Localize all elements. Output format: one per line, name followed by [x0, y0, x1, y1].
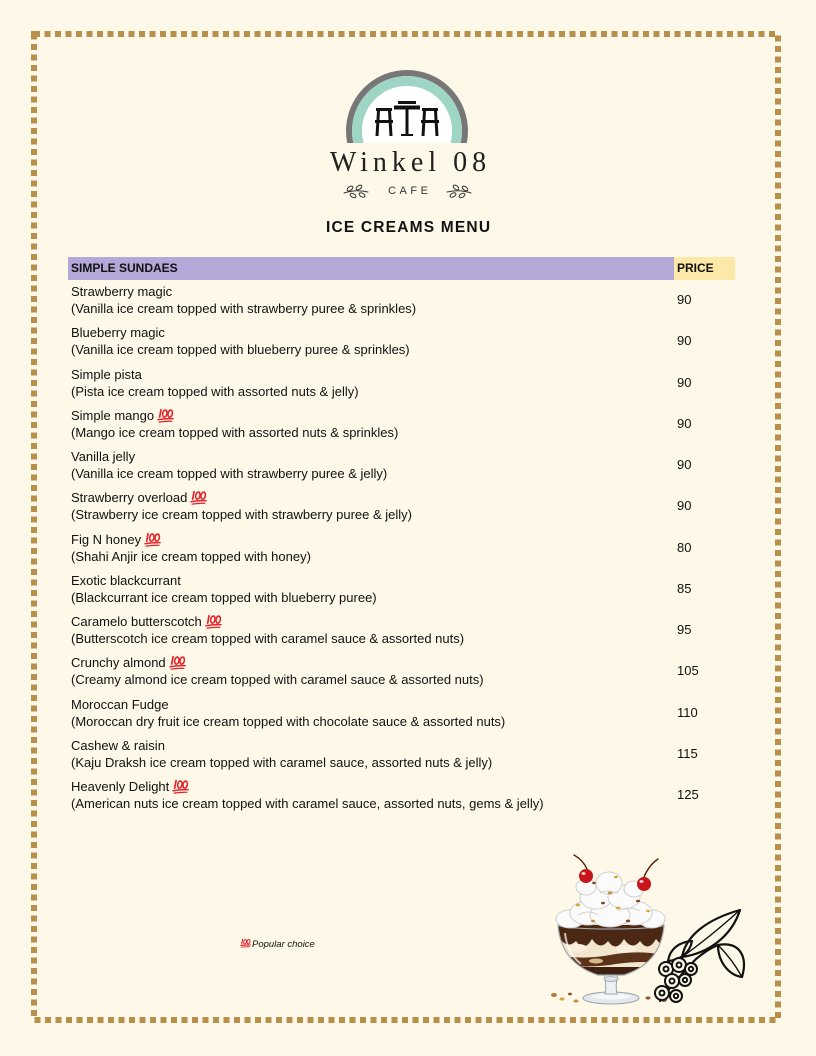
hundred-points-icon: [172, 779, 189, 794]
brand-name: Winkel 08: [329, 147, 492, 178]
menu-item-name-line: [71, 737, 165, 754]
menu-item-price: 90: [677, 333, 692, 349]
menu-item-name-line: [71, 448, 135, 465]
menu-item-price: 85: [677, 580, 692, 596]
menu-item-price: 110: [677, 704, 698, 720]
brand-tagline: CAFE: [388, 185, 432, 197]
menu-item-description: (Blackcurrant ice cream topped with blueberry puree): [71, 589, 377, 605]
menu-item-price: 90: [677, 292, 692, 307]
menu-item-row: [68, 778, 735, 812]
menu-item-description: (Pista ice cream topped with assorted nuts & jelly): [71, 383, 359, 399]
menu-item-name-line: [71, 572, 181, 589]
menu-item-name: Strawberry overload: [71, 490, 188, 506]
leaf-sprig-icon: [445, 182, 473, 200]
menu-item-row: [68, 366, 735, 400]
menu-item-row: [68, 531, 735, 565]
menu-item-price: 115: [677, 745, 698, 761]
menu-item-price: 95: [677, 622, 692, 637]
menu-item-description: (Strawberry ice cream topped with strawberry puree & jelly): [71, 507, 413, 523]
menu-item-row: [68, 696, 735, 730]
legend-text: Popular choice: [252, 939, 315, 950]
menu-item-name-line: [71, 654, 186, 671]
menu-item-name: Crunchy almond: [71, 655, 166, 671]
berries: [655, 958, 697, 1002]
menu-item-name-line: [71, 778, 189, 795]
menu-item-price: 90: [677, 457, 692, 472]
menu-item-row: [68, 613, 735, 647]
menu-item-row: [68, 489, 735, 523]
menu-item-description: (Vanilla ice cream topped with blueberry puree & sprinkles): [71, 342, 410, 358]
menu-item-name: Vanilla jelly: [71, 449, 136, 464]
hundred-points-icon: [190, 490, 207, 505]
hundred-points-icon: [240, 938, 251, 948]
menu-item-name: Caramelo butterscotch: [71, 614, 202, 629]
menu-item-name-line: [71, 324, 165, 341]
menu-item-description: (American nuts ice cream topped with caramel sauce, assorted nuts, gems & jelly): [71, 796, 544, 811]
menu-item-price: 90: [677, 415, 692, 431]
menu-item-row: [68, 448, 735, 482]
menu-item-name: Fig N honey: [71, 531, 142, 547]
menu-item-name: Moroccan Fudge: [71, 696, 169, 712]
cherry-icon: [637, 859, 658, 891]
berry-branch-icon: [648, 905, 748, 1007]
cherry-icon: [574, 855, 593, 883]
popular-legend: [240, 938, 315, 952]
menu-item-name-line: [71, 366, 142, 383]
menu-item-price: 80: [677, 539, 692, 555]
hundred-points-icon: [144, 532, 161, 547]
menu-item-name: Heavenly Delight: [71, 779, 170, 794]
menu-item-row: [68, 283, 735, 317]
menu-item-row: [68, 407, 735, 441]
menu-item-row: [68, 737, 735, 771]
menu-item-row: [68, 654, 735, 688]
menu-title: ICE CREAMS MENU: [325, 219, 492, 236]
menu-item-description: (Moroccan dry fruit ice cream topped with chocolate sauce & assorted nuts): [71, 713, 506, 729]
menu-item-name-line: [71, 407, 174, 424]
menu-item-name: Blueberry magic: [71, 325, 165, 341]
menu-item-name: Simple mango: [71, 407, 155, 423]
cafe-logo: [340, 64, 474, 144]
glass-base: [583, 973, 639, 1004]
menu-item-price: 125: [677, 787, 699, 802]
table-header: [68, 257, 735, 280]
menu-item-price: 90: [677, 374, 692, 390]
menu-item-price: 90: [677, 498, 692, 514]
section-header: SIMPLE SUNDAES: [68, 257, 674, 280]
menu-item-name-line: [71, 489, 207, 506]
hundred-points-icon: [169, 655, 186, 670]
menu-item-name-line: [71, 283, 172, 300]
hundred-points-icon: [157, 408, 174, 423]
menu-item-name-line: [71, 696, 169, 713]
menu-item-name-line: [71, 613, 222, 630]
menu-item-description: (Shahi Anjir ice cream topped with honey): [71, 548, 311, 564]
menu-item-name: Cashew & raisin: [71, 737, 165, 753]
menu-item-name: Strawberry magic: [71, 284, 173, 299]
hundred-points-icon: [205, 614, 222, 629]
menu-item-row: [68, 572, 735, 606]
menu-item-description: (Kaju Draksh ice cream topped with caramel sauce, assorted nuts & jelly): [71, 754, 493, 770]
menu-item-price: 105: [677, 663, 699, 679]
menu-item-description: (Creamy almond ice cream topped with caramel sauce & assorted nuts): [71, 672, 484, 688]
menu-item-description: (Butterscotch ice cream topped with caramel sauce & assorted nuts): [71, 631, 465, 646]
menu-item-description: (Vanilla ice cream topped with strawberry puree & sprinkles): [71, 301, 417, 316]
menu-item-row: [68, 324, 735, 358]
menu-item-description: (Mango ice cream topped with assorted nuts & sprinkles): [71, 424, 399, 440]
menu-items-list: [68, 283, 735, 823]
menu-item-name: Exotic blackcurrant: [71, 572, 181, 588]
menu-item-description: (Vanilla ice cream topped with strawberry puree & jelly): [71, 466, 388, 481]
menu-item-name: Simple pista: [71, 366, 142, 382]
menu-item-name-line: [71, 531, 161, 548]
price-header: PRICE: [674, 257, 735, 280]
